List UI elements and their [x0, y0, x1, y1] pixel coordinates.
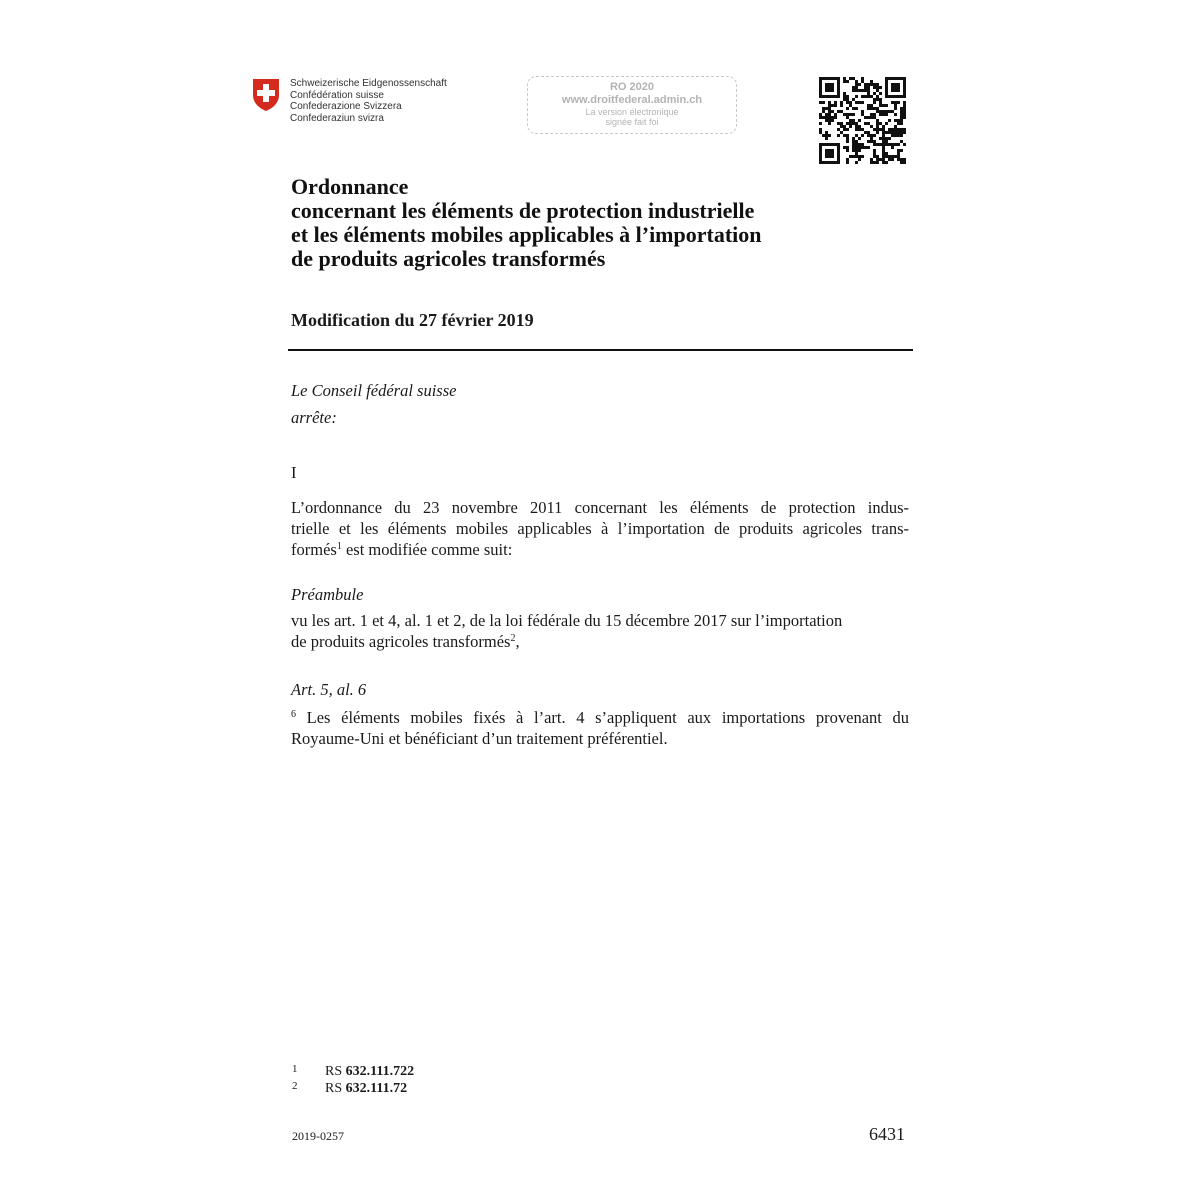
modification-date: Modification du 27 février 2019	[291, 310, 534, 330]
council-heading: Le Conseil fédéral suisse	[291, 381, 457, 400]
stamp-ro-number: RO 2020	[609, 81, 655, 93]
paragraph-text: Les éléments mobiles fixés à l’art. 4 s’appliquent aux importations provenant du	[296, 708, 909, 727]
paragraph-line	[291, 539, 909, 560]
footnote-ref-1[interactable]: 1	[336, 541, 342, 552]
title-divider	[288, 349, 913, 351]
paragraph-text: de produits agricoles transformés	[291, 632, 511, 651]
section-number: I	[291, 463, 297, 482]
confederation-name-de: Schweizerische Eidgenossenschaft	[290, 78, 447, 89]
paragraph-number: 6	[291, 709, 296, 720]
document-title	[291, 175, 931, 271]
document-number: 2019-0257	[292, 1129, 344, 1143]
footnote-number: 2	[292, 1080, 298, 1092]
title-line-2: concernant les éléments de protection industrielle	[291, 198, 755, 223]
footnote-2	[292, 1081, 592, 1097]
amendment-paragraph	[291, 497, 909, 560]
title-line-1: Ordonnance	[291, 174, 409, 199]
footnote-number: 1	[292, 1063, 298, 1075]
confederation-name-it: Confederazione Svizzera	[290, 101, 402, 112]
footnote-text	[325, 1064, 414, 1080]
footnote-rs-link[interactable]: 632.111.722	[345, 1064, 415, 1079]
preamble-heading: Préambule	[291, 585, 364, 604]
footnote-prefix: RS	[325, 1081, 346, 1096]
paragraph-line: Royaume-Uni et bénéficiant d’un traitement préférentiel.	[291, 729, 668, 748]
paragraph-line: L’ordonnance du 23 novembre 2011 concernant les éléments de protection indus-	[291, 498, 909, 517]
page-number: 6431	[869, 1124, 905, 1144]
paragraph-line: trielle et les éléments mobiles applicables à l’importation de produits agricoles trans-	[291, 519, 909, 538]
title-line-3: et les éléments mobiles applicables à l’importation	[291, 222, 762, 247]
electronic-version-stamp	[527, 76, 737, 134]
swiss-cross-shield-icon	[252, 78, 280, 112]
footnote-1	[292, 1064, 592, 1080]
stamp-note-line1: La version électronique	[585, 107, 679, 117]
confederation-name-rm: Confederaziun svizra	[290, 112, 384, 124]
paragraph-line	[291, 707, 909, 728]
paragraph-line	[291, 631, 909, 652]
paragraph-line: vu les art. 1 et 4, al. 1 et 2, de la loi fédérale du 15 décembre 2017 sur l’importation	[291, 611, 843, 630]
footnote-text	[325, 1081, 407, 1097]
confederation-names	[290, 78, 447, 124]
paragraph-text: ,	[515, 632, 520, 651]
footnote-ref-2[interactable]: 2	[510, 633, 516, 644]
article-paragraph	[291, 707, 909, 749]
preamble-paragraph	[291, 610, 909, 652]
paragraph-text: est modifiée comme suit:	[341, 540, 513, 559]
footnote-rs-link[interactable]: 632.111.72	[345, 1081, 408, 1096]
title-line-4: de produits agricoles transformés	[291, 246, 606, 271]
arrete-heading: arrête:	[291, 408, 337, 427]
article-heading: Art. 5, al. 6	[291, 680, 367, 699]
confederation-name-fr: Confédération suisse	[290, 89, 384, 101]
footnote-prefix: RS	[325, 1064, 346, 1079]
qr-code-icon	[818, 77, 908, 165]
stamp-website[interactable]: www.droitfederal.admin.ch	[561, 94, 703, 106]
paragraph-text: formés	[291, 540, 337, 559]
stamp-note-line2: signée fait foi	[605, 117, 659, 127]
